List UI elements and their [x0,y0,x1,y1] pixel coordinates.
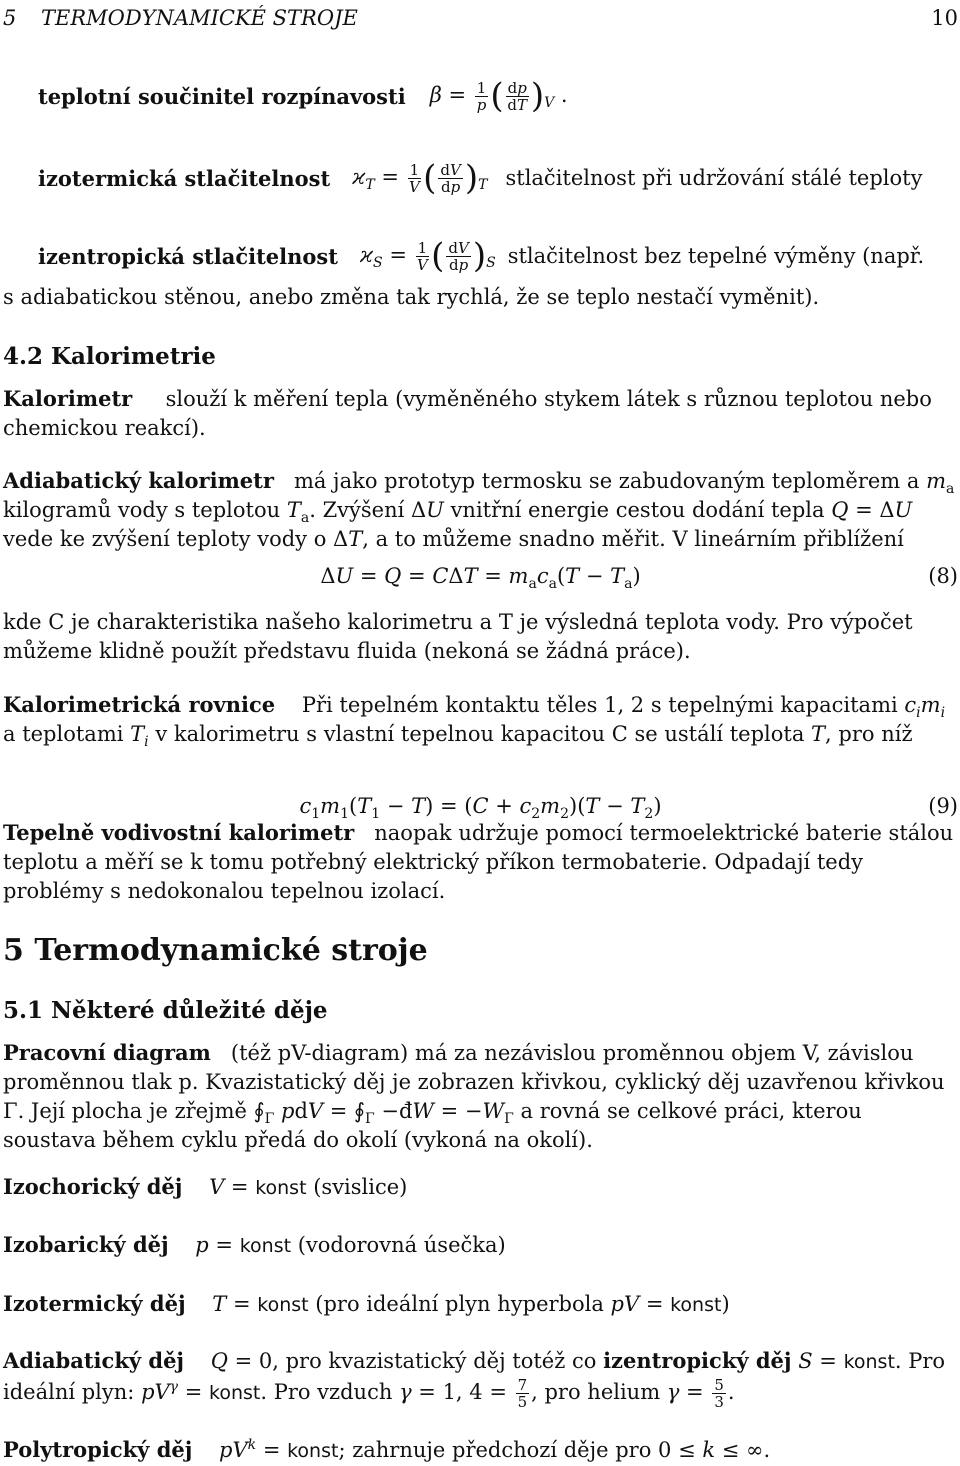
note-kappa-s: stlačitelnost bez tepelné výměny (např. [507,244,925,268]
text-adej-1: , pro kvazistatický děj totéž co [272,1349,597,1373]
equation-9-number: (9) [928,794,958,818]
konst-4: konst [670,1294,722,1316]
formula-kappa-t: $ϰ_T$ = $\frac{1}{V}$ ( $\frac{dV}{dp}$ )$_T$ [352,158,488,198]
para-izobaricky: Izobarický děj p = konst (vodorovná úsečka) [3,1232,506,1257]
text-adej-3: . Pro vzduch [260,1380,393,1404]
text-adej-4: , pro helium [531,1380,661,1404]
para-pracovni-diagram: Pracovní diagram (též pV-diagram) má za nezávislou proměnnou objem V, závislou proměnnou tlak p. Kvazistatický děj je zobrazen křivkou, cyklický děj uzavřenou křivkou Γ. Její plocha je zřejmě $∮_\Gamma$ pdV = $∮_\Gamma$ −đW = $-W_\Gamma$ a rovná se celkové práci, kterou soustava během cyklu předá do okolí (vykoná na okolí). [3,1040,945,1152]
para-izotermicky: Izotermický děj T = konst (pro ideální plyn hyperbola pV = konst) [3,1291,730,1316]
note-kappa-t: stlačitelnost při udržování stálé teploty [505,166,923,190]
equation-8-number: (8) [928,564,958,588]
konst-1: konst [255,1177,307,1199]
text-rov-4: , pro níž [825,722,913,746]
text-adia-6: , a to můžeme snadno měřit. V lineárním přiblížení [362,527,904,551]
text-adej-2: . Pro ideální plyn: [3,1349,946,1404]
text-vodivostni: naopak udržuje pomocí termoelektrické baterie stálou teplotu a měří se k tomu potřebný elektrický příkon termobaterie. Odpadají tedy problémy s nedokonalou tepelnou izolací. [3,821,954,903]
formula-beta: β = $\frac{1}{p}$ ( $\frac{dp}{dT}$ )$_V$ . [429,76,568,116]
text-rov-2: a teplotami [3,722,124,746]
para-kalorimetricka-rovnice: Kalorimetrická rovnice Při tepelném kontaktu těles 1, 2 s tepelnými kapacitami $c_im_i$ a teplotami $T_i$ v kalorimetru s vlastní tepelnou kapacitou C se ustálí teplota T, pro níž [3,692,946,751]
header-title: TERMODYNAMICKÉ STROJE [41,6,358,30]
text-adia-5: vede ke zvýšení teploty vody o [3,527,327,551]
equation-8: $\Delta U = Q = C\Delta T = m_ac_a(T - T_a)$ (8) [320,564,958,593]
note-izotermicky: (pro ideální plyn hyperbola [315,1292,604,1316]
text-pracovni-2: a rovná se celkové práci, kterou soustava během cyklu předá do okolí (vykoná na okolí). [3,1099,862,1152]
konst-6: konst [209,1382,261,1404]
text-adia-1: má jako prototyp termosku se zabudovaným teploměrem a [293,469,920,493]
konst-3: konst [257,1294,309,1316]
page-number: 10 [931,6,958,30]
term-polytropicky: Polytropický děj [3,1437,193,1462]
def-beta [38,76,938,116]
para-adiabaticky-dej: Adiabatický děj Q = 0, pro kvazistatický děj totéž co izentropický děj S = konst. Pro ideální plyn: $pV^\gamma$ = konst. Pro vzduch γ = 1, 4 = $\frac{7}{5}$ , pro helium γ = $\frac{5}{3}$ . [3,1348,946,1411]
term-kalorimetr: Kalorimetr [3,386,133,411]
para-adiabaticky: Adiabatický kalorimetr má jako prototyp termosku se zabudovaným teploměrem a $m_a$ kilogramů vody s teplotou $T_a$. Zvýšení ΔU vnitřní energie cestou dodání tepla Q = ΔU vede ke zvýšení teploty vody o ΔT, a to můžeme snadno měřit. V lineárním přiblížení [3,468,955,551]
term-beta: teplotní součinitel rozpínavosti [38,84,406,109]
header-section-number: 5 [3,6,17,30]
def-kappa-s [38,236,958,276]
konst-7: konst [287,1440,339,1462]
text-adia-3: Zvýšení [322,498,405,522]
text-rov-3: v kalorimetru s vlastní tepelnou kapacitou C se ustálí teplota [155,722,805,746]
term-kappa-t: izotermická stlačitelnost [38,166,331,191]
text-rov-1: Při tepelném kontaktu těles 1, 2 s tepelnými kapacitami [301,693,898,717]
term-pracovni-diagram: Pracovní diagram [3,1040,211,1065]
text-adia-2: kilogramů vody s teplotou [3,498,281,522]
kappa-s-continuation: s adiabatickou stěnou, anebo změna tak rychlá, že se teplo nestačí vyměnit). [3,285,820,309]
text-polytropicky: ; zahrnuje předchozí děje pro [338,1438,652,1462]
formula-kappa-s: $ϰ_S$ = $\frac{1}{V}$ ( $\frac{dV}{dp}$ )$_S$ [359,236,496,276]
term-izotermicky: Izotermický děj [3,1291,186,1316]
text-adia-4: vnitřní energie cestou dodání tepla [450,498,825,522]
para-izochoricky: Izochorický děj V = konst (svislice) [3,1174,408,1199]
bold-izentropicky: izentropický děj [603,1348,792,1373]
konst-5: konst [843,1351,895,1373]
def-kappa-t [38,158,938,198]
note-izobaricky: (vodorovná úsečka) [297,1233,506,1257]
term-kappa-s: izentropická stlačitelnost [38,244,338,269]
term-kalorimetricka-rovnice: Kalorimetrická rovnice [3,692,276,717]
term-izobaricky: Izobarický děj [3,1232,169,1257]
term-adiabaticky-kalorimetr: Adiabatický kalorimetr [3,468,274,493]
text-pracovni-1: (též pV-diagram) má za nezávislou proměnnou objem V, závislou proměnnou tlak p. Kvazistatický děj je zobrazen křivkou, cyklický děj uzavřenou křivkou Γ. Její plocha je zřejmě [3,1041,945,1123]
text-kalorimetr: slouží k měření tepla (vyměněného stykem látek s různou teplotou nebo chemickou reakcí). [3,387,932,440]
section-4-2-heading: 4.2 Kalorimetrie [3,343,216,370]
para-vodivostni [3,818,958,906]
term-adiabaticky-dej: Adiabatický děj [3,1348,185,1373]
equation-9: $c_1m_1(T_1 - T) = (C + c_2m_2)(T - T_2)$ (9) [299,794,958,823]
para-after-eq8: kde C je charakteristika našeho kalorimetru a T je výsledná teplota vody. Pro výpočet můžeme klidně použít představu fluida (nekoná se žádná práce). [3,610,913,663]
term-vodivostni-kalorimetr: Tepelně vodivostní kalorimetr [3,820,355,845]
term-izochoricky: Izochorický děj [3,1174,183,1199]
note-izochoricky: (svislice) [313,1175,408,1199]
section-5-heading: 5 Termodynamické stroje [3,933,428,968]
para-polytropicky: Polytropický děj $pV^k$ = konst; zahrnuje předchozí děje pro 0 ≤ k ≤ ∞. [3,1437,771,1462]
konst-2: konst [239,1235,292,1257]
section-5-1-heading: 5.1 Některé důležité děje [3,997,328,1024]
para-kalorimetr [3,384,958,443]
